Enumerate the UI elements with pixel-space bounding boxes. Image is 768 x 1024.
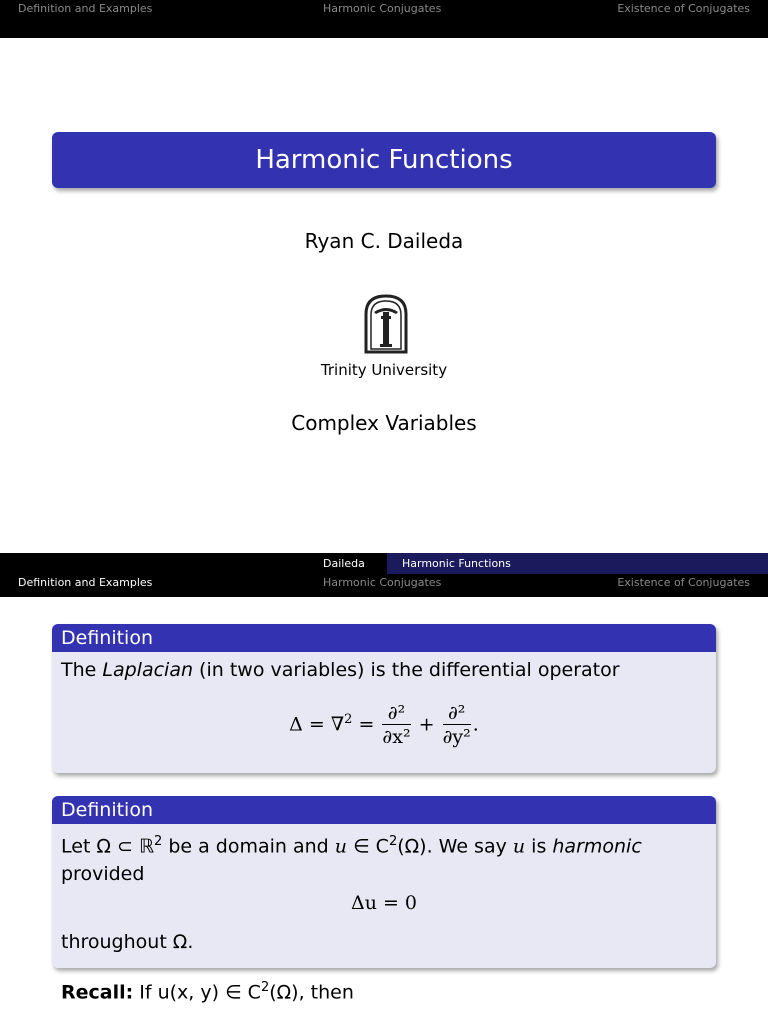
block-title: Definition <box>52 624 716 652</box>
recall-line: Recall: If u(x, y) ∈ $C^2(\Omega)$, then <box>61 980 354 1004</box>
slide-footer-header <box>0 553 768 597</box>
slide-title: Harmonic Functions <box>52 132 716 188</box>
nav-section-existence-2[interactable]: Existence of Conjugates <box>617 576 750 589</box>
institute-name: Trinity University <box>320 361 448 379</box>
laplacian-equation: Δ = ∇$^2$ = $\frac{\text{∂²}}{\text{∂x²}}$ + $\frac{\text{∂²}}{\text{∂y²}}$ . <box>289 702 479 748</box>
nav-section-existence[interactable]: Existence of Conjugates <box>617 2 750 15</box>
section-nav <box>0 0 768 16</box>
definition-line-3: throughout Ω. <box>61 931 194 954</box>
definition-line-1: Let Ω ⊂ ℝ$^2$ be a domain and u ∈ $C^2(\Omega)$. We say u is harmonic <box>61 834 642 858</box>
nav-section-conjugates-2[interactable]: Harmonic Conjugates <box>323 576 442 589</box>
definition-harmonic-block <box>52 796 716 968</box>
definition-line-2: provided <box>61 863 145 886</box>
recall-label: Recall: <box>61 981 134 1004</box>
footline-author: Daileda <box>323 557 365 570</box>
footline-title: Harmonic Functions <box>402 557 511 570</box>
definition-laplacian-block <box>52 624 716 773</box>
nav-section-definition-active[interactable]: Definition and Examples <box>18 576 153 589</box>
footline <box>0 553 768 574</box>
block-title: Definition <box>52 796 716 824</box>
section-nav-2 <box>0 574 768 597</box>
harmonic-equation: Δu = 0 <box>350 892 418 915</box>
fraction-y: $\frac{\text{∂²}}{\text{∂y²}}$ <box>442 702 471 748</box>
top-navbar <box>0 0 768 38</box>
block-body <box>52 652 716 757</box>
course-name: Complex Variables <box>291 411 477 435</box>
author-name: Ryan C. Daileda <box>304 229 464 253</box>
block-body <box>52 824 716 964</box>
nav-section-definition[interactable]: Definition and Examples <box>18 2 153 15</box>
trinity-logo-icon <box>358 292 414 356</box>
definition-text: The Laplacian (in two variables) is the differential operator <box>61 659 620 681</box>
nav-section-conjugates[interactable]: Harmonic Conjugates <box>323 2 442 15</box>
fraction-x: $\frac{\text{∂²}}{\text{∂x²}}$ <box>382 702 411 748</box>
